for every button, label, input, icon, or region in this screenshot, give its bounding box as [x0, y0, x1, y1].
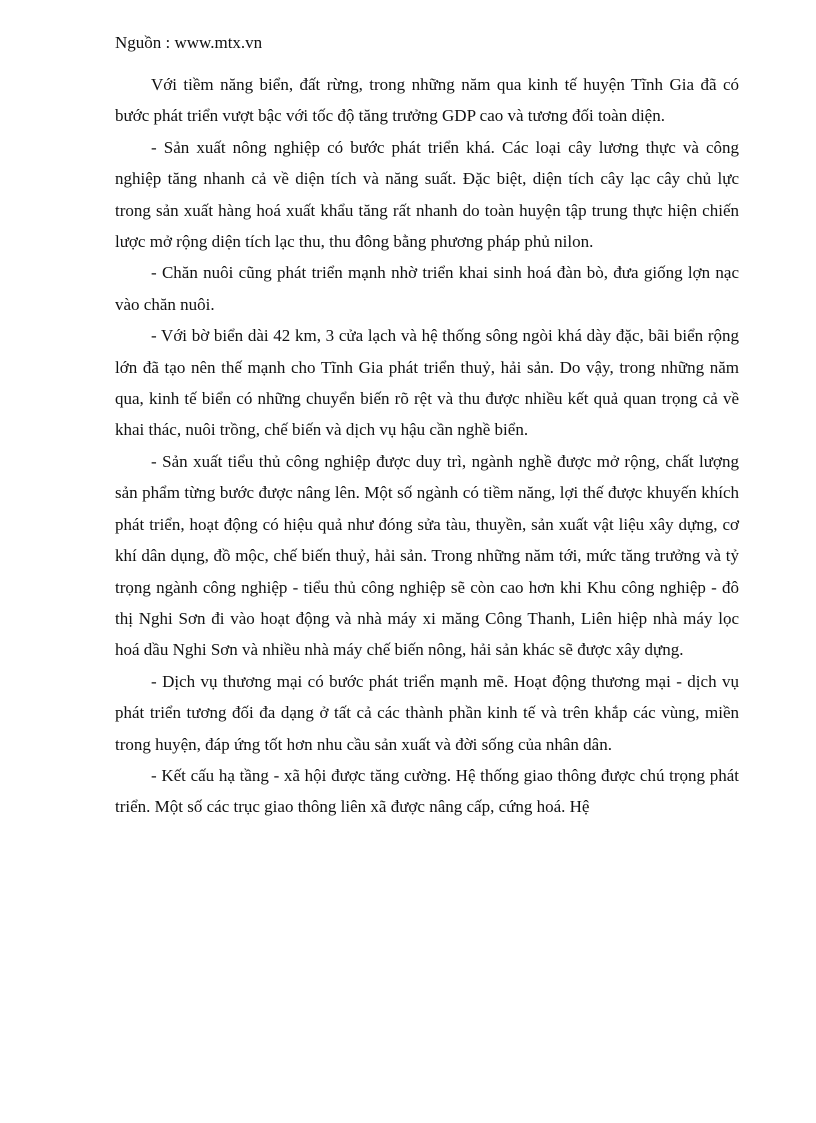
paragraph-infrastructure: - Kết cấu hạ tầng - xã hội được tăng cường. Hệ thống giao thông được chú trọng phát triển. Một số các trục giao thông liên xã được nâng cấp, cứng hoá. Hệ	[115, 765, 739, 817]
paragraph-livestock: - Chăn nuôi cũng phát triển mạnh nhờ triển khai sinh hoá đàn bò, đưa giống lợn nạc vào chăn nuôi.	[115, 263, 739, 314]
paragraph-marine-economy: - Với bờ biển dài 42 km, 3 cửa lạch và hệ thống sông ngòi khá dày đặc, bãi biển rộng lớn đã tạo nên thế mạnh cho Tĩnh Gia phát triển thuỷ, hải sản. Do vậy, trong những năm qua, kinh tế biển có những chuyển biến rõ rệt và thu được nhiều kết quả quan trọng cả về khai thác, nuôi trồng, chế biến và dịch vụ hậu cần nghề biển.	[115, 326, 739, 440]
paragraph-intro: Với tiềm năng biển, đất rừng, trong những năm qua kinh tế huyện Tĩnh Gia đã có bước phát triển vượt bậc với tốc độ tăng trưởng GDP cao và tương đối toàn diện.	[115, 75, 739, 126]
paragraph-agriculture: - Sản xuất nông nghiệp có bước phát triển khá. Các loại cây lương thực và công nghiệp tăng nhanh cả về diện tích và năng suất. Đặc biệt, diện tích cây lạc cây chủ lực trong sản xuất hàng hoá xuất khẩu tăng rất nhanh do toàn huyện tập trung thực hiện chiến lược mở rộng diện tích lạc thu, thu đông bằng phương pháp phủ nilon.	[115, 137, 739, 252]
paragraph-handicraft-industry: - Sản xuất tiểu thủ công nghiệp được duy trì, ngành nghề được mở rộng, chất lượng sản phẩm từng bước được nâng lên. Một số ngành có tiềm năng, lợi thế được khuyến khích phát triển, hoạt động có hiệu quả như đóng sửa tàu, thuyền, sản xuất vật liệu xây dựng, cơ khí dân dụng, đồ mộc, chế biến thuỷ, hải sản. Trong những năm tới, mức tăng trưởng và tỷ trọng ngành công nghiệp - tiểu thủ công nghiệp sẽ còn cao hơn khi Khu công nghiệp - đô thị Nghi Sơn đi vào hoạt động và nhà máy xi măng Công Thanh, Liên hiệp nhà máy lọc hoá dầu Nghi Sơn và nhiều nhà máy chế biến nông, hải sản khác sẽ được xây dựng.	[115, 451, 739, 660]
source-line: Nguồn : www.mtx.vn	[115, 33, 263, 52]
paragraph-trade-services: - Dịch vụ thương mại có bước phát triển mạnh mẽ. Hoạt động thương mại - dịch vụ phát triển tương đối đa dạng ở tất cả các thành phần kinh tế và trên khắp các vùng, miền trong huyện, đáp ứng tốt hơn nhu cầu sản xuất và đời sống của nhân dân.	[115, 671, 739, 754]
document-body	[115, 69, 739, 823]
